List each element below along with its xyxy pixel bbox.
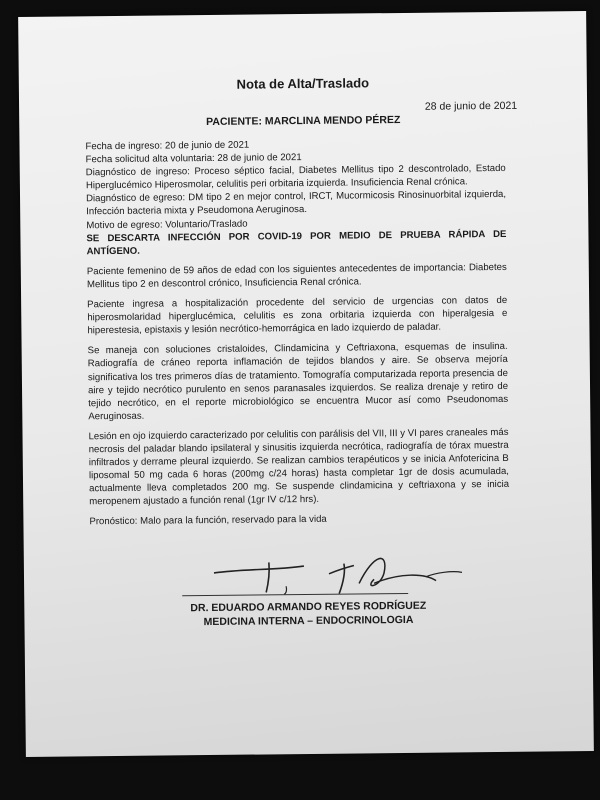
discharge-request-date: Fecha solicitud alta voluntaria: 28 de junio de 2021 bbox=[85, 152, 302, 166]
paragraph-lesion: Lesión en ojo izquierdo caracterizado por celulitis con parálisis del VII, III y VI pares craneales más necrosis del paladar blando ipsilateral y sinusitis izquierda necrótica, radiografía de tórax muestra infiltrados y derrame pleural izquierdo. Se realizan cambios terapéuticos y se inicia Anfotericina B liposomal 50 mg cada 6 horas (200mg c/24 horas) hasta completar 1gr de dosis acumulada, actualmente lleva completados 200 mg. Se suspende clindamicina y ceftriaxona y se inicia meropenem ajustado a función renal (1gr IV c/12 hrs). bbox=[88, 426, 510, 508]
admission-block bbox=[85, 136, 506, 258]
document-date: 28 de junio de 2021 bbox=[424, 99, 518, 113]
admission-date: Fecha de ingreso: 20 de junio de 2021 bbox=[85, 139, 250, 153]
paragraph-treatment: Se maneja con soluciones cristaloides, Clindamicina y Ceftriaxona, esquemas de insulina. Radiografía de cráneo reporta inflamación de tejidos blandos y aire. Se observa mejoría significativa los tres primeros días de tratamiento. Tomografía computarizada reporta presencia de aire y tejido necrótico purulento en senos paranasales izquierdos. Se realiza drenaje y retiro de tejido necrótico, en el reporte microbiológico se encuentra Mucor así como Pseudonomas Aeruginosas. bbox=[87, 341, 509, 423]
discharge-reason: Motivo de egreso: Voluntario/Traslado bbox=[86, 218, 248, 231]
doctor-block bbox=[24, 597, 592, 631]
document-title: Nota de Alta/Traslado bbox=[236, 75, 370, 92]
doctor-name: DR. EDUARDO ARMANDO REYES RODRÍGUEZ bbox=[190, 599, 427, 615]
paragraph-admission: Paciente ingresa a hospitalización procedente del servicio de urgencias con datos de hiperosmolaridad hiperglucémica, celulitis es zona orbitaria izquierda con hiperalgesia e hiperestesia, epistaxis y lesión necrótico-hemorrágica en lado izquierdo de paladar. bbox=[87, 294, 508, 337]
covid-statement: SE DESCARTA INFECCIÓN POR COVID-19 POR MEDIO DE PRUEBA RÁPIDA DE ANTÍGENO. bbox=[86, 228, 507, 258]
document-body bbox=[85, 136, 509, 536]
document-page bbox=[18, 11, 594, 757]
patient-name: PACIENTE: MARCLINA MENDO PÉREZ bbox=[206, 113, 401, 129]
admission-diagnosis: Diagnóstico de ingreso: Proceso séptico facial, Diabetes Mellitus tipo 2 descontrolado, Estado Hiperglucémico Hiperosmolar, celulitis peri orbitaria izquierda. Insuficiencia Renal crónica. bbox=[85, 163, 506, 192]
discharge-diagnosis: Diagnóstico de egreso: DM tipo 2 en mejor control, IRCT, Mucormicosis Rinosinuorbital izquierda, Infección bacteria mixta y Pseudomona Aeruginosa. bbox=[85, 189, 507, 218]
doctor-specialty: MEDICINA INTERNA – ENDOCRINOLOGIA bbox=[203, 613, 414, 629]
paragraph-prognosis: Pronóstico: Malo para la función, reservado para la vida bbox=[89, 514, 327, 528]
paragraph-history: Paciente femenino de 59 años de edad con los siguientes antecedentes de importancia: Diabetes Mellitus tipo 2 en descontrol crónico, Insuficiencia Renal crónica. bbox=[86, 261, 507, 291]
